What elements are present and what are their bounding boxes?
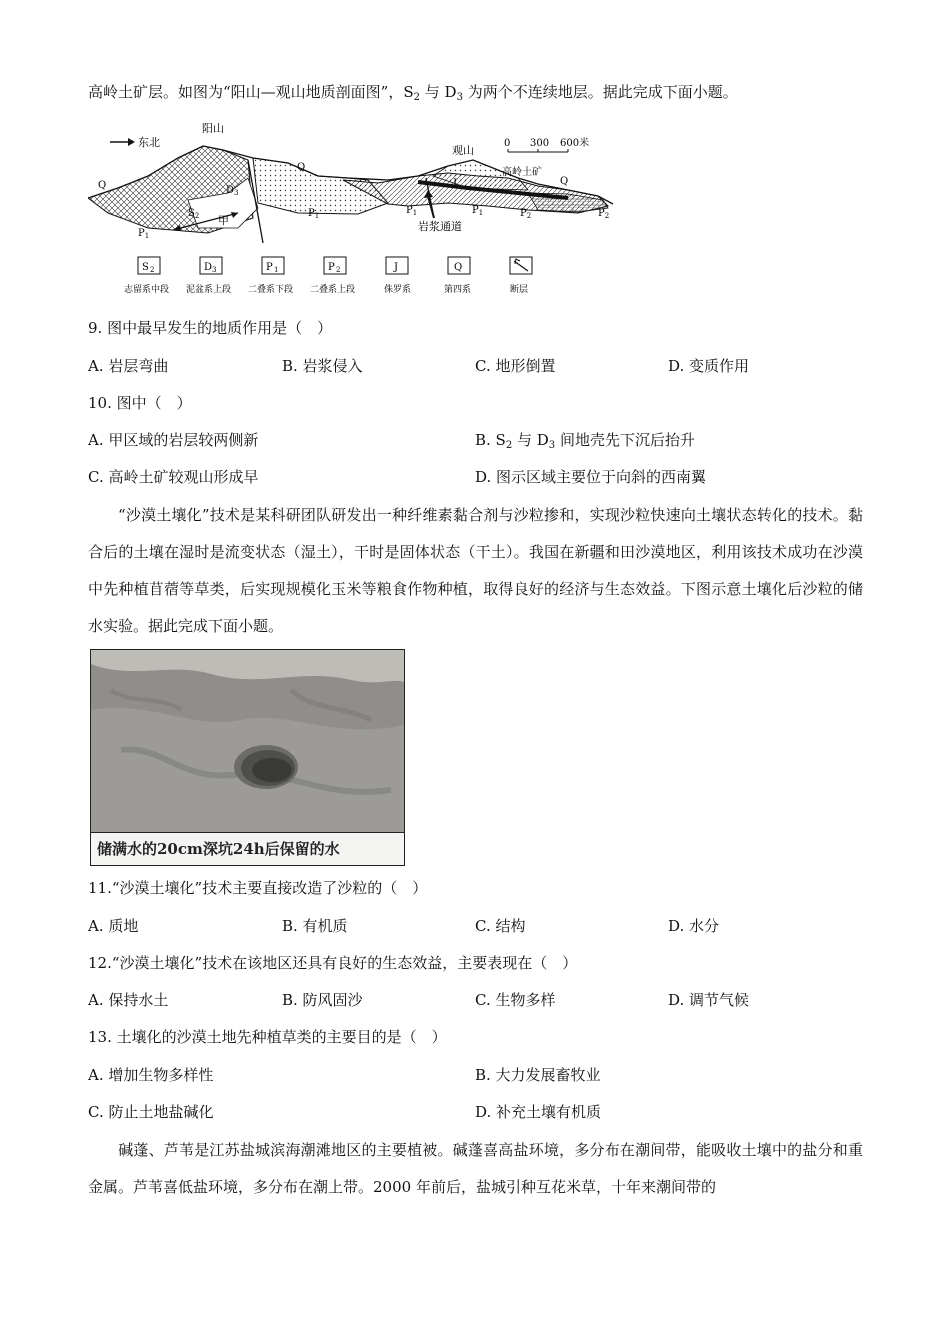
question-12-stem: 12.“沙漠土壤化”技术在该地区还具有良好的生态效益，主要表现在（ ）: [88, 954, 578, 972]
legend-label: 断层: [510, 285, 529, 295]
q11-option-c: C. 结构: [475, 917, 526, 935]
question-9-stem: 9. 图中最早发生的地质作用是（ ）: [88, 319, 333, 337]
soil-pit-image: [91, 650, 404, 833]
guanshan-label: 观山: [452, 144, 474, 157]
water-retention-photo: [90, 649, 405, 866]
q13-option-d: D. 补充土壤有机质: [475, 1103, 602, 1121]
direction-label: 东北: [138, 136, 160, 149]
svg-text:0: 0: [504, 138, 511, 149]
q10-option-b: B. $S_2$ 与 $D_3$ 间地壳先下沉后抬升: [475, 431, 695, 451]
q10-option-d: D. 图示区域主要位于向斜的西南翼: [475, 468, 707, 486]
svg-text:600米: 600米: [560, 138, 590, 149]
svg-text:2: 2: [336, 266, 341, 274]
svg-text:300: 300: [530, 138, 550, 149]
svg-text:P1: $P_1$: [406, 205, 418, 217]
question-10-stem: 10. 图中（ ）: [88, 394, 192, 412]
svg-text:Q: Q: [560, 176, 569, 187]
svg-text:P2: $P_2$: [598, 208, 610, 220]
question-11-stem: 11.“沙漠土壤化”技术主要直接改造了沙粒的（ ）: [88, 879, 428, 897]
q9-option-d: D. 变质作用: [668, 357, 750, 375]
q12-option-a: A. 保持水土: [88, 991, 169, 1009]
scale-bar: [504, 136, 589, 152]
svg-text:S2: $S_2$: [188, 208, 200, 220]
svg-text:J: J: [453, 178, 458, 189]
legend: [124, 257, 532, 295]
svg-text:P1: $P_1$: [472, 205, 484, 217]
q9-option-c: C. 地形倒置: [475, 357, 556, 375]
svg-text:1: 1: [274, 266, 279, 274]
question-13-stem: 13. 土壤化的沙漠土地先种植草类的主要目的是（ ）: [88, 1028, 447, 1046]
svg-text:P: P: [328, 262, 335, 273]
jia-label: 甲: [218, 214, 229, 227]
q11-option-a: A. 质地: [88, 917, 139, 935]
direction-arrow: [110, 138, 135, 146]
svg-text:D3: $D_3$: [226, 185, 239, 197]
svg-text:Q: Q: [98, 180, 107, 191]
q9-option-b: B. 岩浆侵入: [282, 357, 363, 375]
photo-caption: 储满水的20cm深坑24h后保留的水: [91, 832, 404, 865]
svg-text:3: 3: [212, 266, 217, 274]
coastal-vegetation-paragraph: 碱蓬、芦苇是江苏盐城滨海潮滩地区的主要植被。碱蓬喜高盐环境，多分布在潮间带，能吸收土壤中的盐分和重金属。芦苇喜低盐环境，多分布在潮上带。2000 年前后，盐城引种互花米草，十年来潮间带的: [88, 1141, 863, 1196]
legend-label: 侏罗系: [384, 285, 412, 295]
svg-text:2: 2: [150, 266, 155, 274]
q9-option-a: A. 岩层弯曲: [88, 357, 169, 375]
svg-text:Q: Q: [297, 162, 306, 173]
q10-option-a: A. 甲区域的岩层较两侧新: [88, 431, 259, 449]
q13-option-c: C. 防止土地盐碱化: [88, 1103, 214, 1121]
legend-code: S: [142, 262, 149, 273]
svg-text:P1: $P_1$: [308, 208, 320, 220]
yangshan-label: 阳山: [202, 122, 224, 135]
kaolin-label: 高岭土矿: [502, 167, 542, 178]
legend-label: 志留系中段: [124, 285, 170, 295]
svg-text:P2: $P_2$: [520, 208, 532, 220]
legend-label: 泥盆系上段: [186, 285, 232, 295]
q11-option-b: B. 有机质: [282, 917, 348, 935]
legend-label: 第四系: [444, 285, 472, 295]
intro-text: 高岭土矿层。如图为“阳山—观山地质剖面图”，$S_2$ 与 $D_3$ 为两个不连续地层。据此完成下面小题。: [88, 83, 738, 103]
q12-option-c: C. 生物多样: [475, 991, 556, 1009]
legend-label: 二叠系下段: [248, 285, 294, 295]
q10-option-c: C. 高岭土矿较观山形成早: [88, 468, 259, 486]
svg-text:P1: $P_1$: [138, 228, 150, 240]
q11-option-d: D. 水分: [668, 917, 720, 935]
magma-label: 岩浆通道: [418, 220, 462, 233]
q12-option-b: B. 防风固沙: [282, 991, 363, 1009]
q13-option-a: A. 增加生物多样性: [88, 1066, 214, 1084]
q13-option-b: B. 大力发展畜牧业: [475, 1066, 601, 1084]
q12-option-d: D. 调节气候: [668, 991, 750, 1009]
geologic-profile-figure: [88, 118, 628, 308]
legend-label: 二叠系上段: [310, 285, 356, 295]
desert-soil-paragraph: “沙漠土壤化”技术是某科研团队研发出一种纤维素黏合剂与沙粒掺和，实现沙粒快速向土壤状态转化的技术。黏合后的土壤在湿时是流变状态（湿土），干时是固体状态（干土）。我国在新疆和田沙漠地区，利用该技术成功在沙漠中先种植苜蓿等草类，后实现规模化玉米等粮食作物种植，取得良好的经济与生态效益。下图示意土壤化后沙粒的储水实验。据此完成下面小题。: [88, 506, 863, 635]
svg-text:D: D: [204, 262, 213, 273]
svg-text:P: P: [266, 262, 273, 273]
svg-text:J: J: [394, 262, 399, 273]
svg-text:Q: Q: [454, 262, 463, 273]
